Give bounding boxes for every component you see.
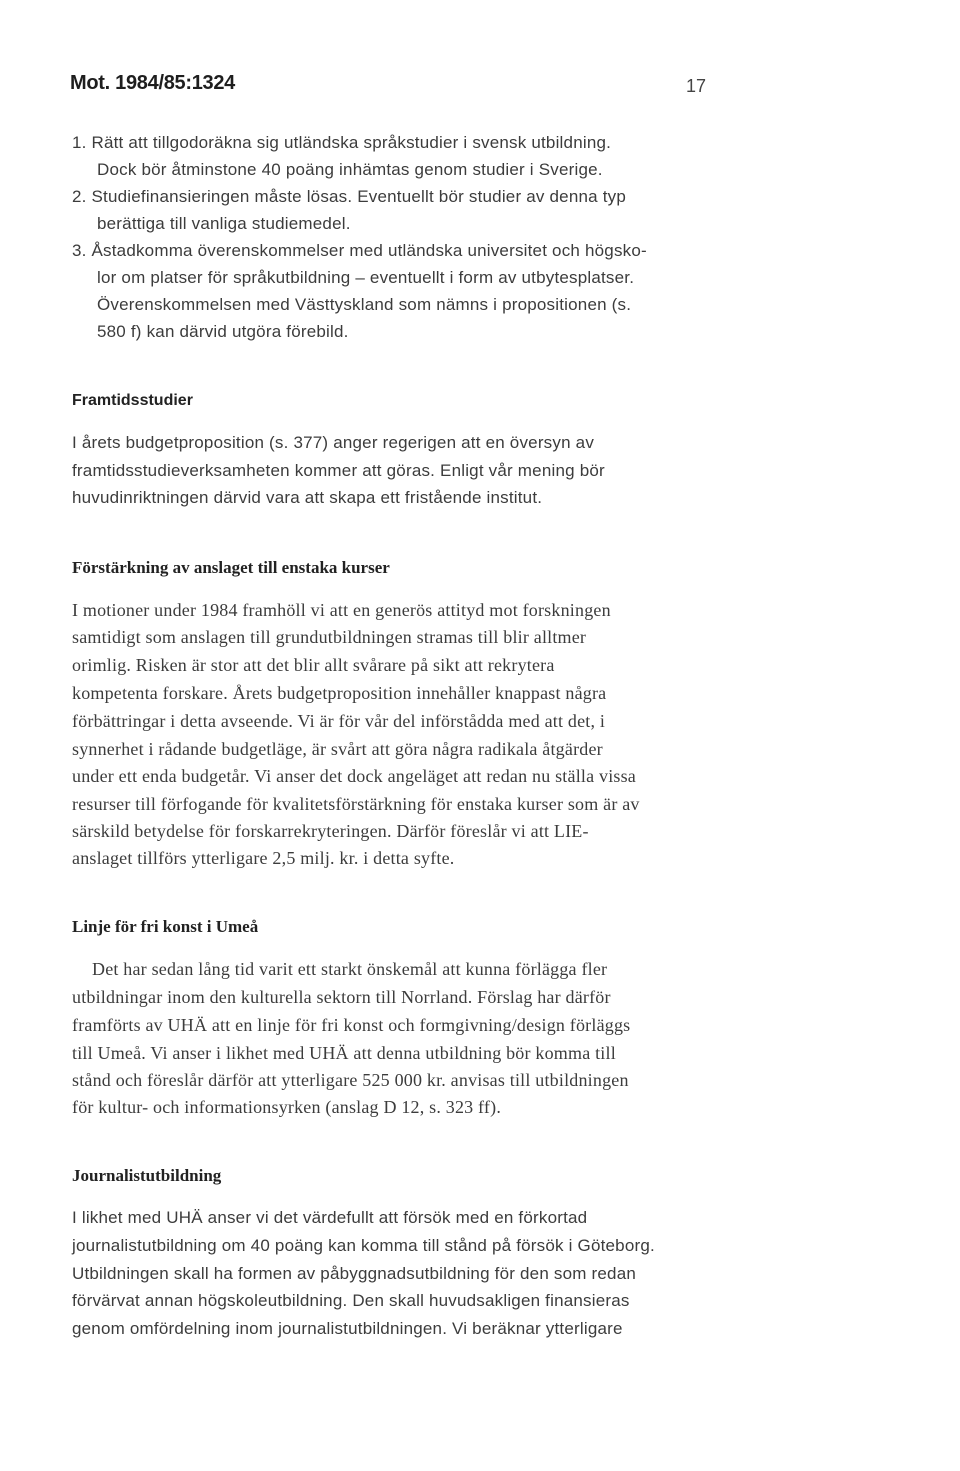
paragraph-line: Det har sedan lång tid varit ett starkt önskemål att kunna förlägga fler bbox=[92, 959, 608, 979]
paragraph-line: utbildningar inom den kulturella sektorn till Norrland. Förslag har därför bbox=[72, 987, 611, 1007]
paragraph-line: I årets budgetproposition (s. 377) anger regerigen att en översyn av bbox=[72, 433, 595, 452]
paragraph-line: särskild betydelse för forskarrekryteringen. Därför föreslår vi att LIE- bbox=[72, 821, 589, 841]
list-item-3-line-1: 3. Åstadkomma överenskommelser med utländska universitet och högsko- bbox=[72, 241, 647, 260]
paragraph-line: framtidsstudieverksamheten kommer att göras. Enligt vår mening bör bbox=[72, 461, 605, 480]
page-number: 17 bbox=[685, 76, 706, 96]
paragraph-line: journalistutbildning om 40 poäng kan komma till stånd på försök i Göteborg. bbox=[72, 1236, 655, 1255]
list-item-2-line-1: 2. Studiefinansieringen måste lösas. Eventuellt bör studier av denna typ bbox=[72, 187, 627, 206]
paragraph-line: stånd och föreslår därför att ytterligare 525 000 kr. anvisas till utbildningen bbox=[72, 1070, 629, 1090]
list-item-2-line-2: berättiga till vanliga studiemedel. bbox=[97, 214, 351, 233]
paragraph-line: Utbildningen skall ha formen av påbyggnadsutbildning för den som redan bbox=[72, 1264, 637, 1283]
paragraph-line: samtidigt som anslagen till grundutbildningen stramas till blir alltmer bbox=[72, 627, 587, 647]
paragraph-line: kompetenta forskare. Årets budgetproposition innehåller knappast några bbox=[72, 683, 607, 703]
paragraph-line: framförts av UHÄ att en linje för fri konst och formgivning/design förläggs bbox=[72, 1015, 631, 1035]
section-heading: Linje för fri konst i Umeå bbox=[72, 917, 259, 936]
section-heading: Förstärkning av anslaget till enstaka kurser bbox=[72, 558, 390, 577]
list-item-1-line-2: Dock bör åtminstone 40 poäng inhämtas genom studier i Sverige. bbox=[97, 160, 603, 179]
paragraph-line: anslaget tillförs ytterligare 2,5 milj. kr. i detta syfte. bbox=[72, 848, 455, 868]
list-item-3-line-3: Överenskommelsen med Västtyskland som nämns i propositionen (s. bbox=[97, 295, 632, 314]
paragraph-line: förbättringar i detta avseende. Vi är för vår del införstådda med att det, i bbox=[72, 711, 606, 731]
section-heading: Journalistutbildning bbox=[72, 1166, 222, 1185]
paragraph-line: för kultur- och informationsyrken (anslag D 12, s. 323 ff). bbox=[72, 1097, 502, 1117]
paragraph-line: I motioner under 1984 framhöll vi att en generös attityd mot forskningen bbox=[72, 600, 611, 620]
list-item-3-line-4: 580 f) kan därvid utgöra förebild. bbox=[97, 322, 349, 341]
paragraph-line: under ett enda budgetår. Vi anser det dock angeläget att redan nu ställa vissa bbox=[72, 766, 636, 786]
page-header bbox=[70, 72, 710, 102]
paragraph-line: förvärvat annan högskoleutbildning. Den skall huvudsakligen finansieras bbox=[72, 1291, 630, 1310]
paragraph-line: genom omfördelning inom journalistutbildningen. Vi beräknar ytterligare bbox=[72, 1319, 623, 1338]
list-item-1-line-1: 1. Rätt att tillgodoräkna sig utländska språkstudier i svensk utbildning. bbox=[72, 133, 612, 152]
paragraph-line: resurser till förfogande för kvalitetsförstärkning för enstaka kurser som är av bbox=[72, 794, 640, 814]
document-reference: Mot. 1984/85:1324 bbox=[70, 72, 235, 94]
paragraph-line: orimlig. Risken är stor att det blir allt svårare på sikt att rekrytera bbox=[72, 655, 555, 675]
paragraph-line: I likhet med UHÄ anser vi det värdefullt att försök med en förkortad bbox=[72, 1208, 588, 1227]
paragraph-line: huvudinriktningen därvid vara att skapa ett fristående institut. bbox=[72, 488, 543, 507]
paragraph-line: synnerhet i rådande budgetläge, är svårt att göra några radikala åtgärder bbox=[72, 739, 603, 759]
paragraph-line: till Umeå. Vi anser i likhet med UHÄ att denna utbildning bör komma till bbox=[72, 1043, 616, 1063]
section-heading: Framtidsstudier bbox=[72, 392, 193, 409]
list-item-3-line-2: lor om platser för språkutbildning – eventuellt i form av utbytesplatser. bbox=[97, 268, 635, 287]
